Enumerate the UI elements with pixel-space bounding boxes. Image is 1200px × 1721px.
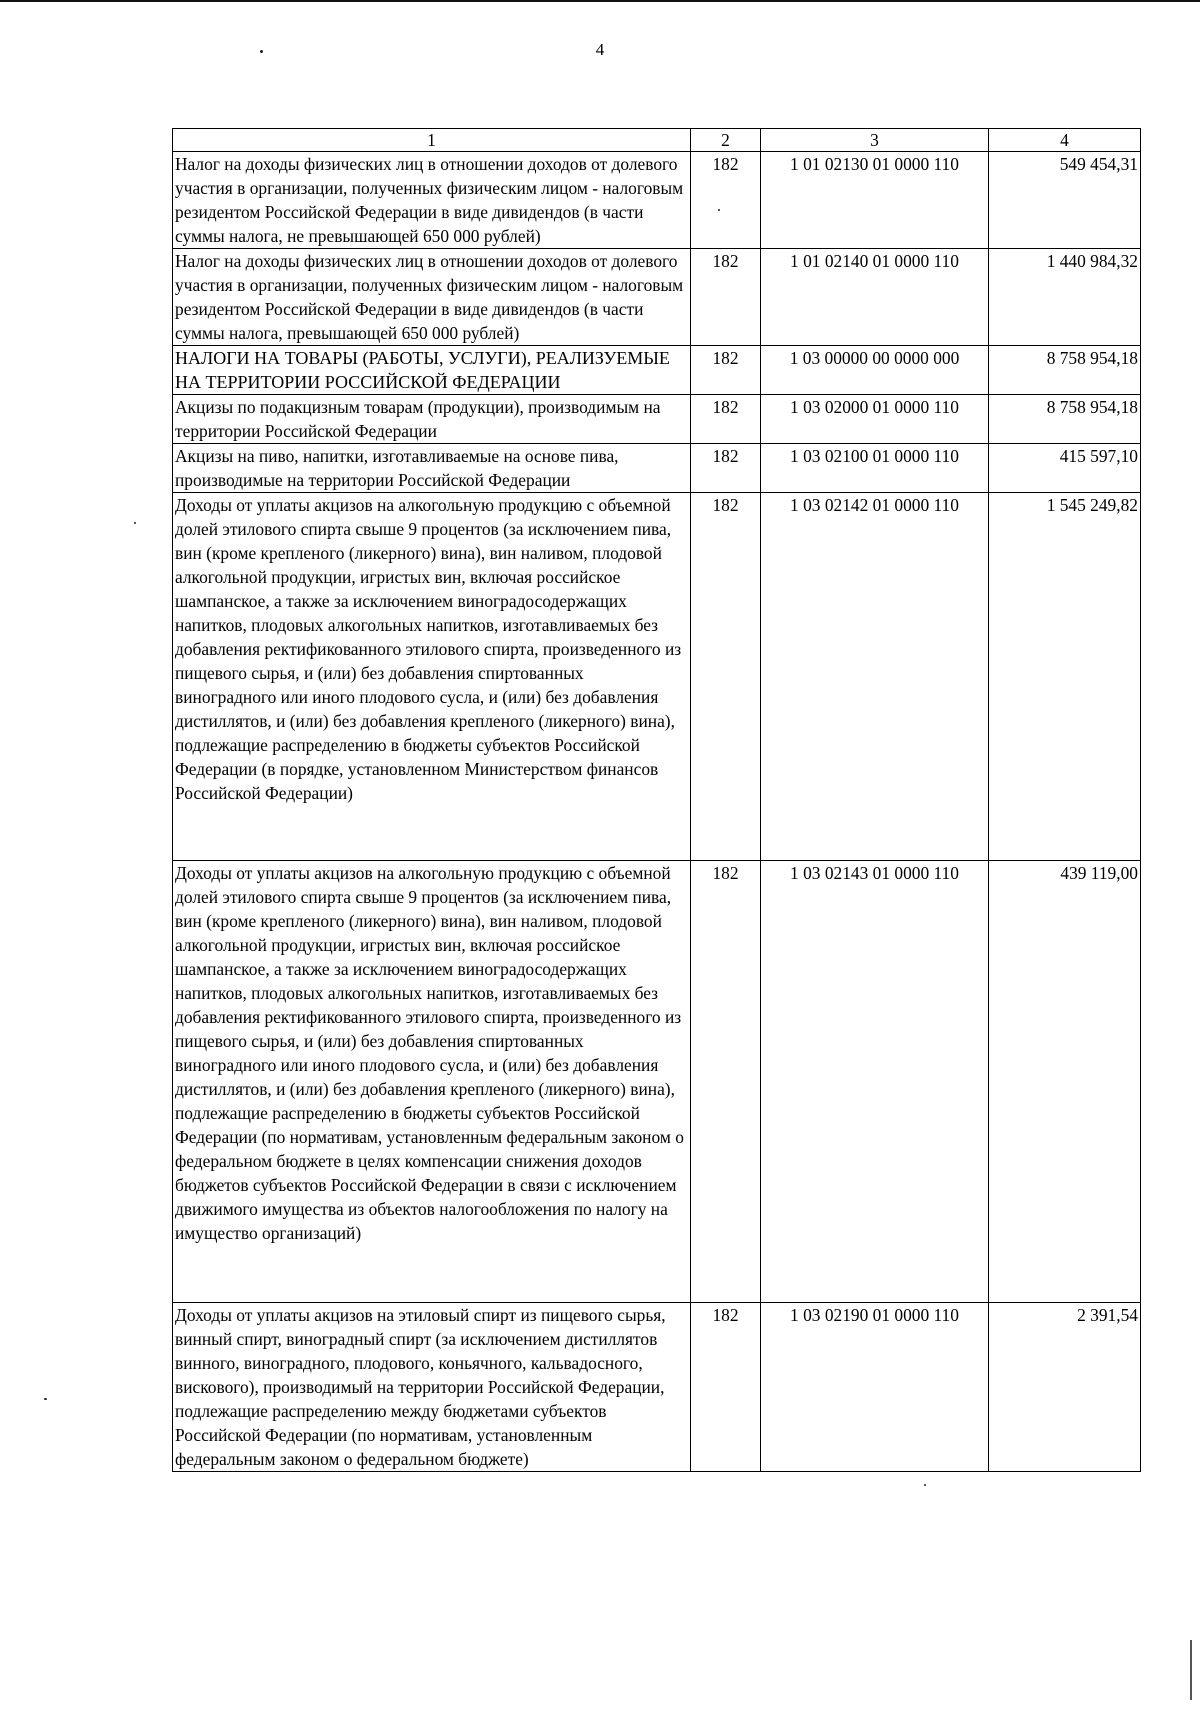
admin-code-cell: 182 (691, 249, 761, 346)
amount-cell: 2 391,54 (989, 1303, 1141, 1472)
budget-code-cell: 1 03 02000 01 0000 110 (761, 395, 989, 444)
scan-edge-mark (1190, 1640, 1192, 1700)
budget-code-cell: 1 03 02190 01 0000 110 (761, 1303, 989, 1472)
column-header-2: 2 (691, 129, 761, 152)
table-row (173, 249, 1141, 346)
scan-speck (44, 1398, 47, 1400)
budget-code-cell: 1 03 02143 01 0000 110 (761, 861, 989, 1303)
revenue-name-cell: Акцизы по подакцизным товарам (продукции), производимым на территории Российской Федерации (173, 395, 691, 444)
admin-code-cell: 182 (691, 444, 761, 493)
admin-code-cell: 182 (691, 395, 761, 444)
admin-code-cell: 182 (691, 152, 761, 249)
column-header-4: 4 (989, 129, 1141, 152)
amount-cell: 415 597,10 (989, 444, 1141, 493)
amount-cell: 8 758 954,18 (989, 395, 1141, 444)
table-row (173, 493, 1141, 861)
amount-cell: 1 440 984,32 (989, 249, 1141, 346)
revenue-name-cell: Налог на доходы физических лиц в отношении доходов от долевого участия в организации, полученных физическим лицом - налоговым резидентом Российской Федерации в виде дивидендов (в части суммы налога, не превышающей 650 000 рублей) (173, 152, 691, 249)
table-row (173, 1303, 1141, 1472)
amount-cell: 1 545 249,82 (989, 493, 1141, 861)
admin-code-cell: 182 (691, 346, 761, 395)
revenue-name-cell: Доходы от уплаты акцизов на этиловый спирт из пищевого сырья, винный спирт, виноградный спирт (за исключением дистиллятов винного, виноградного, плодового, коньячного, кальвадосного, вискового), производимый на территории Российской Федерации, подлежащие распределению между бюджетами субъектов Российской Федерации (по нормативам, установленным федеральным законом о федеральном бюджете) (173, 1303, 691, 1472)
budget-code-cell: 1 01 02140 01 0000 110 (761, 249, 989, 346)
column-header-1: 1 (173, 129, 691, 152)
revenue-table (172, 128, 1141, 1472)
table-row (173, 861, 1141, 1303)
table-row (173, 395, 1141, 444)
amount-cell: 8 758 954,18 (989, 346, 1141, 395)
scan-speck (260, 50, 263, 53)
budget-code-cell: 1 01 02130 01 0000 110 (761, 152, 989, 249)
revenue-name-cell: НАЛОГИ НА ТОВАРЫ (РАБОТЫ, УСЛУГИ), РЕАЛИЗУЕМЫЕ НА ТЕРРИТОРИИ РОССИЙСКОЙ ФЕДЕРАЦИИ (173, 346, 691, 395)
budget-code-cell: 1 03 02100 01 0000 110 (761, 444, 989, 493)
amount-cell: 439 119,00 (989, 861, 1141, 1303)
amount-cell: 549 454,31 (989, 152, 1141, 249)
column-header-3: 3 (761, 129, 989, 152)
page-number: 4 (595, 40, 605, 59)
scan-speck (924, 1484, 926, 1486)
budget-code-cell: 1 03 00000 00 0000 000 (761, 346, 989, 395)
revenue-name-cell: Доходы от уплаты акцизов на алкогольную продукцию с объемной долей этилового спирта свыше 9 процентов (за исключением пива, вин (кроме крепленого (ликерного) вина), вин наливом, плодовой алкогольной продукции, игристых вин, включая российское шампанское, а также за исключением виноградосодержащих напитков, плодовых алкогольных напитков, изготавливаемых без добавления ректификованного этилового спирта, произведенного из пищевого сырья, и (или) без добавления спиртованных виноградного или иного плодового сусла, и (или) без добавления дистиллятов, и (или) без добавления крепленого (ликерного) вина), подлежащие распределению в бюджеты субъектов Российской Федерации (в порядке, установленном Министерством финансов Российской Федерации) (173, 493, 691, 861)
admin-code-cell: 182 (691, 493, 761, 861)
table-row (173, 152, 1141, 249)
scan-speck (134, 522, 136, 524)
table-header-row (173, 129, 1141, 152)
revenue-name-cell: Доходы от уплаты акцизов на алкогольную продукцию с объемной долей этилового спирта свыше 9 процентов (за исключением пива, вин (кроме крепленого (ликерного) вина), вин наливом, плодовой алкогольной продукции, игристых вин, включая российское шампанское, а также за исключением виноградосодержащих напитков, плодовых алкогольных напитков, изготавливаемых без добавления ректификованного этилового спирта, произведенного из пищевого сырья, и (или) без добавления спиртованных виноградного или иного плодового сусла, и (или) без добавления дистиллятов, и (или) без добавления крепленого (ликерного) вина), подлежащие распределению в бюджеты субъектов Российской Федерации (по нормативам, установленным федеральным законом о федеральном бюджете в целях компенсации снижения доходов бюджетов субъектов Российской Федерации в связи с исключением движимого имущества из объектов налогообложения по налогу на имущество организаций) (173, 861, 691, 1303)
table-row (173, 346, 1141, 395)
admin-code-cell: 182 (691, 861, 761, 1303)
admin-code-cell: 182 (691, 1303, 761, 1472)
revenue-name-cell: Налог на доходы физических лиц в отношении доходов от долевого участия в организации, полученных физическим лицом - налоговым резидентом Российской Федерации в виде дивидендов (в части суммы налога, превышающей 650 000 рублей) (173, 249, 691, 346)
revenue-name-cell: Акцизы на пиво, напитки, изготавливаемые на основе пива, производимые на территории Российской Федерации (173, 444, 691, 493)
scan-top-edge (0, 0, 1200, 2)
budget-code-cell: 1 03 02142 01 0000 110 (761, 493, 989, 861)
table-row (173, 444, 1141, 493)
